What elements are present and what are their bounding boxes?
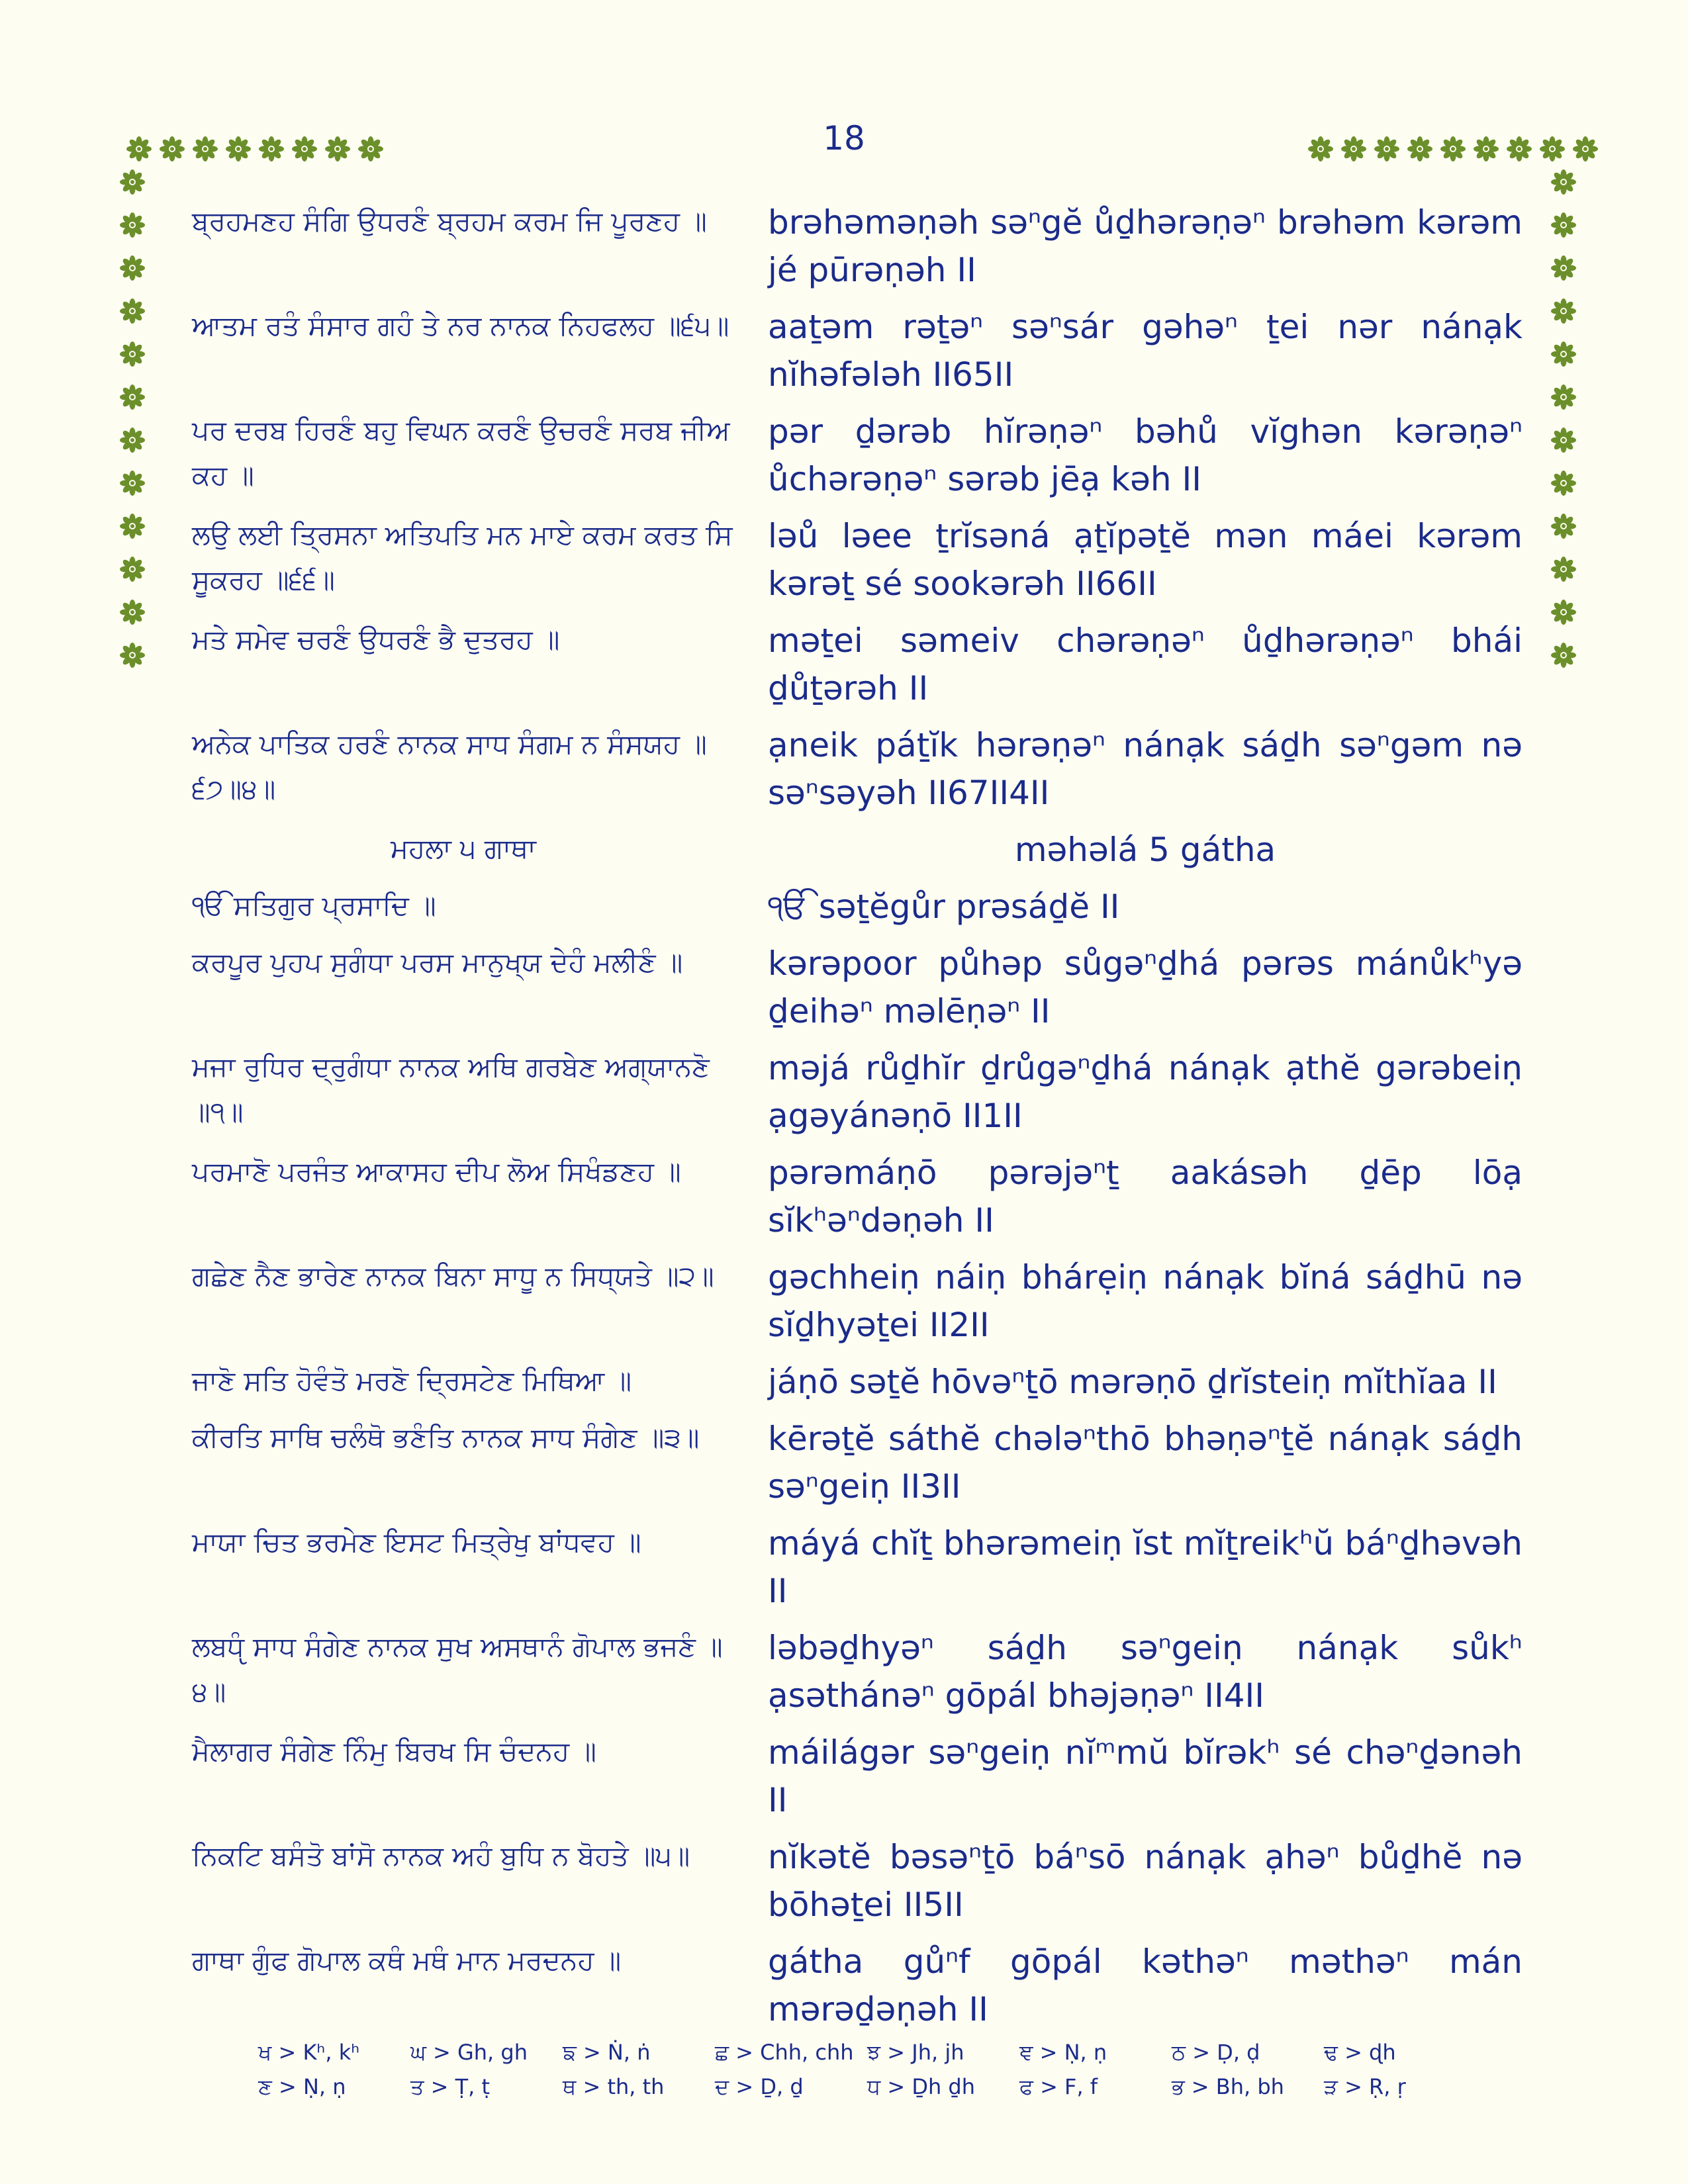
verse-row [192, 1938, 1523, 2033]
flower-ornament-icon [119, 599, 146, 625]
transliteration-text: brəhəməṇəh səⁿgĕ ůḏhərəṇəⁿ brəhəm kərəm jé pūrəṇəh II [768, 203, 1523, 289]
transliteration-text: ạneik páṯĭk hərəṇəⁿ nánạk sáḏh səⁿgəm nə səⁿsəyəh II67II4II [768, 726, 1523, 812]
transliteration-text: máyá chĭṯ bhərəmeiṇ ĭst mĭṯreikʰŭ báⁿḏhəvəh II [768, 1524, 1523, 1610]
gurmukhi-text: ਜਾਣੋ ਸਤਿ ਹੋਵੰਤੋ ਮਰਣੋ ਦ੍ਰਿਸਟੇਣ ਮਿਥਿਆ ॥ [192, 1365, 632, 1396]
gurmukhi-text: ਬ੍ਰਹਮਣਹ ਸੰਗਿ ਉਧਰਣੰ ਬ੍ਰਹਮ ਕਰਮ ਜਿ ਪੂਰਣਹ ॥ [192, 205, 707, 237]
transliteration-text: ləbəḏhyəⁿ sáḏh səⁿgeiṇ nánạk sůkʰ ạsəthánəⁿ gōpál bhəjəṇəⁿ II4II [768, 1629, 1523, 1715]
legend-item: ਦ > Ḏ, ḏ [715, 2074, 804, 2099]
flower-ornament-icon [1550, 427, 1577, 453]
transliteration-text: nĭkətĕ bəsəⁿṯō báⁿsō nánạk ạhəⁿ bůḏhĕ nə bōhəṯei II5II [768, 1838, 1523, 1924]
flower-ornament-icon [1550, 169, 1577, 195]
gurmukhi-text: ਆਤਮ ਰਤੰ ਸੰਸਾਰ ਗਹੰ ਤੇ ਨਰ ਨਾਨਕ ਨਿਹਫਲਹ ॥੬੫॥ [192, 310, 729, 341]
flower-ornament-icon [119, 298, 146, 324]
flower-ornament-icon [1550, 384, 1577, 410]
transliteration-text: gəchheiṇ náiṇ bhárẹiṇ nánạk bĭná sáḏhū nə sĭḏhyəṯei II2II [768, 1258, 1523, 1344]
flower-ornament-icon [119, 255, 146, 281]
verse-row [192, 617, 1523, 712]
transliteration-text: máilágər səⁿgeiṇ nĭᵐmŭ bĭrəkʰ sé chəⁿḏənəh II [768, 1733, 1523, 1819]
flower-ornament-icon [159, 136, 185, 162]
ornament-left-column [119, 169, 146, 668]
flower-ornament-icon [1550, 341, 1577, 367]
verse-row [192, 1624, 1523, 1719]
flower-ornament-icon [1473, 136, 1499, 162]
transliteration-text: ləů ləee ṯrĭsəná ạṯĭpəṯĕ mən máei kərəm kərəṯ sé sookərəh II66II [768, 517, 1523, 603]
flower-ornament-icon [1374, 136, 1400, 162]
flower-ornament-icon [357, 136, 384, 162]
gurmukhi-text: ੴ ਸਤਿਗੁਰ ਪ੍ਰਸਾਦਿ ॥ [192, 889, 436, 921]
flower-ornament-icon [1572, 136, 1599, 162]
legend-item: ਠ > Ḍ, ḍ [1172, 2040, 1260, 2065]
transliteration-text: kērəṯĕ sáthĕ chələⁿthō bhəṇəⁿṯĕ nánạk sáḏh səⁿgeiṇ II3II [768, 1420, 1523, 1506]
verse-table [192, 199, 1523, 2042]
transliteration-text: ੴ səṯĕgůr prəsáḏĕ II [768, 887, 1120, 926]
verse-row [192, 408, 1523, 503]
verse-row [192, 1358, 1523, 1406]
transliteration-text: pər ḏərəb hĭrəṇəⁿ bəhů vĭghən kərəṇəⁿ ůchərəṇəⁿ sərəb jēạ kəh II [768, 412, 1523, 498]
flower-ornament-icon [192, 136, 218, 162]
verse-row [192, 883, 1523, 931]
transliteration-text: gátha gůⁿf gōpál kəthəⁿ məthəⁿ mán mərəḏəṇəh II [768, 1942, 1523, 2028]
flower-ornament-icon [1440, 136, 1466, 162]
flower-ornament-icon [119, 427, 146, 453]
gurmukhi-text: ਮਜਾ ਰੁਧਿਰ ਦ੍ਰੁਗੰਧਾ ਨਾਨਕ ਅਥਿ ਗਰਬੇਣ ਅਗ੍ਯਾਨਣੋ ॥੧॥ [192, 1051, 710, 1128]
flower-ornament-icon [119, 642, 146, 668]
flower-ornament-icon [1550, 599, 1577, 625]
legend-item: ਖ > Kʰ, kʰ [258, 2040, 360, 2065]
page-number: 18 [823, 119, 865, 158]
flower-ornament-icon [1407, 136, 1433, 162]
flower-ornament-icon [1340, 136, 1367, 162]
gurmukhi-text: ਮਤੇ ਸਮੇਵ ਚਰਣੰ ਉਧਰਣੰ ਭੈ ਦੁਤਰਹ ॥ [192, 623, 560, 655]
gurmukhi-text: ਕਰਪੂਰ ਪੁਹਪ ਸੁਗੰਧਾ ਪਰਸ ਮਾਨੁਖ੍ਯ ਦੇਹੰ ਮਲੀਣੰ ॥ [192, 946, 683, 978]
section-heading-row [192, 826, 1523, 874]
transliteration-text: məṯei səmeiv chərəṇəⁿ ůḏhərəṇəⁿ bhái ḏůṯərəh II [768, 621, 1523, 707]
legend-item: ਘ > Gh, gh [410, 2040, 528, 2065]
gurmukhi-text: ਗਾਥਾ ਗੁੰਫ ਗੋਪਾਲ ਕਥੰ ਮਥੰ ਮਾਨ ਮਰਦਨਹ ॥ [192, 1944, 622, 1976]
flower-ornament-icon [225, 136, 252, 162]
flower-ornament-icon [1550, 470, 1577, 496]
flower-ornament-icon [119, 341, 146, 367]
gurmukhi-text: ਪਰ ਦਰਬ ਹਿਰਣੰ ਬਹੁ ਵਿਘਨ ਕਰਣੰ ਉਚਰਣੰ ਸਰਬ ਜੀਅ ਕਹ ॥ [192, 414, 730, 491]
ornament-right-column [1550, 169, 1577, 668]
legend-item: ਣ > Ṇ, ṇ [258, 2074, 346, 2099]
gurmukhi-text: ਅਨੇਕ ਪਾਤਿਕ ਹਰਣੰ ਨਾਨਕ ਸਾਧ ਸੰਗਮ ਨ ਸੰਸਯਹ ॥੬੭॥੪॥ [192, 728, 707, 805]
gurmukhi-text: ਗਛੇਣ ਨੈਣ ਭਾਰੇਣ ਨਾਨਕ ਬਿਨਾ ਸਾਧੂ ਨ ਸਿਧ੍ਯਤੇ ॥੨॥ [192, 1260, 714, 1292]
flower-ornament-icon [1307, 136, 1334, 162]
verse-row [192, 1044, 1523, 1140]
flower-ornament-icon [1550, 298, 1577, 324]
flower-ornament-icon [1550, 513, 1577, 539]
legend-item: ਢ > ɖh [1324, 2040, 1396, 2065]
legend-item: ਥ > th, th [563, 2074, 665, 2099]
flower-ornament-icon [1506, 136, 1532, 162]
flower-ornament-icon [291, 136, 318, 162]
verse-row [192, 1253, 1523, 1349]
flower-ornament-icon [126, 136, 152, 162]
verse-row [192, 303, 1523, 398]
verse-row [192, 1415, 1523, 1510]
flower-ornament-icon [119, 470, 146, 496]
flower-ornament-icon [119, 556, 146, 582]
gurmukhi-text: ਲਬਧੵੰ ਸਾਧ ਸੰਗੇਣ ਨਾਨਕ ਸੁਖ ਅਸਥਾਨੰ ਗੋਪਾਲ ਭਜਣੰ ॥੪॥ [192, 1631, 723, 1707]
flower-ornament-icon [119, 169, 146, 195]
verse-row [192, 721, 1523, 817]
transliteration-text: pərəmáṇō pərəjəⁿṯ aakásəh ḏēp lōạ sĭkʰəⁿdəṇəh II [768, 1154, 1523, 1240]
flower-ornament-icon [1550, 556, 1577, 582]
verse-row [192, 1729, 1523, 1824]
flower-ornament-icon [1550, 642, 1577, 668]
legend-item: ਙ > Ṅ, ṅ [563, 2040, 651, 2065]
legend-item: ਫ > F, f [1019, 2074, 1098, 2099]
flower-ornament-icon [119, 513, 146, 539]
verse-row [192, 199, 1523, 294]
gurmukhi-text: ਮਾਯਾ ਚਿਤ ਭਰਮੇਣ ਇਸਟ ਮਿਤ੍ਰੇਖੁ ਬਾਂਧਵਹ ॥ [192, 1526, 641, 1558]
verse-row [192, 512, 1523, 608]
verse-row [192, 1520, 1523, 1615]
ornament-top-left [126, 136, 384, 162]
legend-item: ਞ > Ṇ, ṇ [1019, 2040, 1107, 2065]
flower-ornament-icon [1550, 255, 1577, 281]
gurmukhi-text: ਨਿਕਟਿ ਬਸੰਤੋ ਬਾਂਸੋ ਨਾਨਕ ਅਹੰ ਬੁਧਿ ਨ ਬੋਹਤੇ ॥੫॥ [192, 1840, 690, 1872]
legend-item: ਧ > Ḏh ḏh [867, 2074, 976, 2099]
flower-ornament-icon [119, 212, 146, 238]
ornament-top-right [1307, 136, 1599, 162]
flower-ornament-icon [1539, 136, 1566, 162]
transliteration-text: aaṯəm rəṯəⁿ səⁿsár gəhəⁿ ṯei nər nánạk nĭhəfələh II65II [768, 308, 1523, 394]
flower-ornament-icon [1550, 212, 1577, 238]
gurmukhi-text: ਪਰਮਾਣੋ ਪਰਜੰਤ ਆਕਾਸਹ ਦੀਪ ਲੋਅ ਸਿਖੰਡਣਹ ॥ [192, 1156, 681, 1187]
legend-item: ਤ > Ṭ, ṭ [410, 2074, 491, 2099]
transliteration-text: məjá růḏhĭr ḏrůgəⁿḏhá nánạk ạthĕ gərəbeiṇ ạgəyánəṇō II1II [768, 1049, 1523, 1135]
gurmukhi-text: ਲਉ ਲਈ ਤ੍ਰਿਸਨਾ ਅਤਿਪਤਿ ਮਨ ਮਾਏ ਕਰਮ ਕਰਤ ਸਿ ਸੂਕਰਹ ॥੬੬॥ [192, 519, 733, 596]
verse-row [192, 940, 1523, 1035]
legend-item: ਛ > Chh, chh [715, 2040, 854, 2065]
legend-row [258, 2070, 1516, 2104]
legend-row [258, 2035, 1516, 2070]
verse-row [192, 1833, 1523, 1929]
transliteration-text: kərəpoor půhəp sůgəⁿḏhá pərəs mánůkʰyə ḏeihəⁿ məlēṇəⁿ II [768, 944, 1523, 1030]
gurmukhi-text: ਕੀਰਤਿ ਸਾਥਿ ਚਲੰਥੋ ਭਣੰਤਿ ਨਾਨਕ ਸਾਧ ਸੰਗੇਣ ॥੩॥ [192, 1422, 700, 1453]
legend-item: ਭ > Bh, bh [1172, 2074, 1284, 2099]
flower-ornament-icon [258, 136, 285, 162]
legend-item: ਝ > Jh, jh [867, 2040, 964, 2065]
verse-row [192, 1149, 1523, 1244]
flower-ornament-icon [119, 384, 146, 410]
gurmukhi-text: ਮਹਲਾ ੫ ਗਾਥਾ [391, 833, 536, 864]
transliteration-legend [258, 2035, 1516, 2104]
transliteration-text: jáṇō səṯĕ hōvəⁿṯō mərəṇō ḏrĭsteiṇ mĭthĭaa II [768, 1363, 1497, 1401]
gurmukhi-text: ਮੈਲਾਗਰ ਸੰਗੇਣ ਨਿੰਮੁ ਬਿਰਖ ਸਿ ਚੰਦਨਹ ॥ [192, 1735, 596, 1767]
transliteration-text: məhəlá 5 gátha [1014, 831, 1276, 869]
flower-ornament-icon [324, 136, 351, 162]
legend-item: ੜ > Ṛ, ṛ [1324, 2074, 1406, 2099]
